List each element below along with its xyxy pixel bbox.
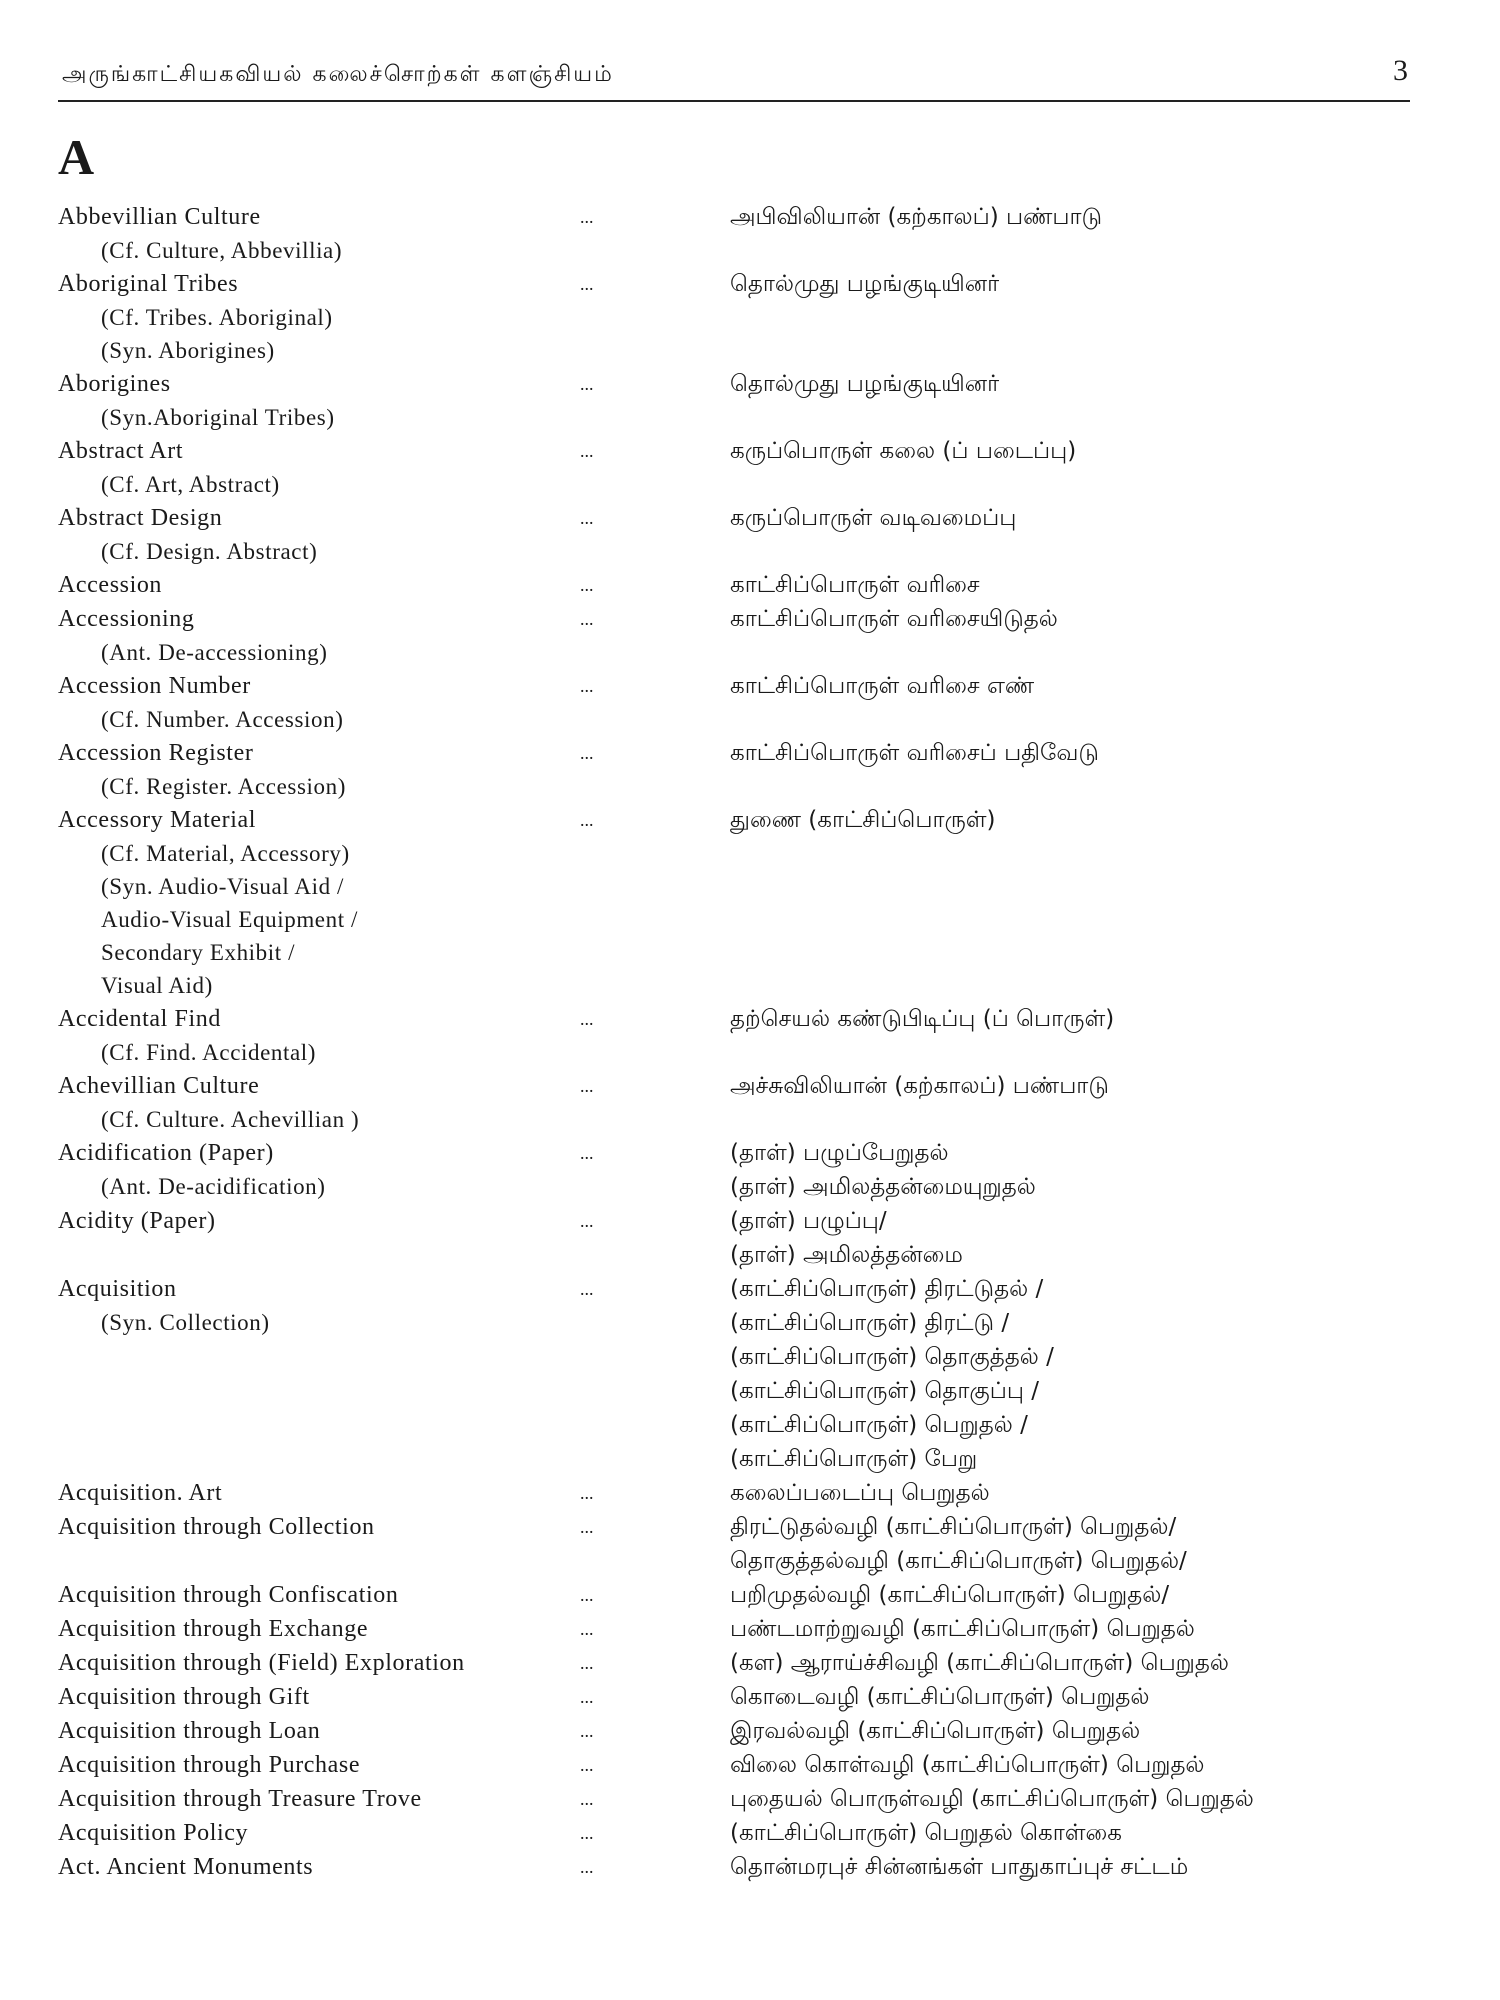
english-column xyxy=(0,434,580,501)
entry-separator: ... xyxy=(580,441,594,461)
tamil-column xyxy=(660,1069,1500,1136)
tamil-column xyxy=(660,602,1500,669)
glossary-entry xyxy=(0,1204,1500,1272)
tamil-equivalent: (கள) ஆராய்ச்சிவழி (காட்சிப்பொருள்) பெறுதல் xyxy=(730,1650,1229,1676)
entry-separator: ... xyxy=(580,676,594,696)
glossary-entry xyxy=(0,736,1500,803)
english-column xyxy=(0,1069,580,1136)
english-term: Aborigines xyxy=(58,371,171,397)
glossary-entry xyxy=(0,1680,1500,1714)
english-term: Achevillian Culture xyxy=(58,1073,260,1099)
section-letter: A xyxy=(58,129,95,185)
english-term: Acquisition Policy xyxy=(58,1820,249,1846)
entry-separator: ... xyxy=(580,1687,594,1707)
glossary-entries xyxy=(0,200,1500,1884)
english-column xyxy=(0,1612,580,1646)
entry-separator: ... xyxy=(580,274,594,294)
entry-separator: ... xyxy=(580,1076,594,1096)
tamil-column xyxy=(660,1748,1500,1782)
english-column xyxy=(0,1136,580,1204)
english-column xyxy=(0,1272,580,1476)
glossary-entry xyxy=(0,1002,1500,1069)
tamil-equivalent: கொடைவழி (காட்சிப்பொருள்) பெறுதல் xyxy=(730,1684,1150,1710)
tamil-column xyxy=(660,1272,1500,1476)
tamil-column xyxy=(660,1476,1500,1510)
glossary-entry xyxy=(0,1272,1500,1476)
tamil-equivalent: கருப்பொருள் வடிவமைப்பு xyxy=(730,505,1017,531)
tamil-column xyxy=(660,803,1500,1002)
tamil-column xyxy=(660,669,1500,736)
tamil-equivalent: இரவல்வழி (காட்சிப்பொருள்) பெறுதல் xyxy=(730,1718,1141,1744)
glossary-entry xyxy=(0,1476,1500,1510)
tamil-equivalent: (காட்சிப்பொருள்) பேறு xyxy=(730,1446,978,1472)
glossary-entry xyxy=(0,803,1500,1002)
english-column xyxy=(0,501,580,568)
english-term: Acquisition through Exchange xyxy=(58,1616,369,1642)
tamil-equivalent: (காட்சிப்பொருள்) தொகுத்தல் / xyxy=(730,1344,1054,1370)
glossary-entry xyxy=(0,568,1500,602)
cross-reference-note: (Syn. Aborigines) xyxy=(101,338,275,363)
english-term: Acquisition through Purchase xyxy=(58,1752,361,1778)
glossary-entry xyxy=(0,1069,1500,1136)
english-term: Acquisition. Art xyxy=(58,1480,223,1506)
tamil-equivalent: விலை கொள்வழி (காட்சிப்பொருள்) பெறுதல் xyxy=(730,1752,1205,1778)
entry-separator: ... xyxy=(580,1653,594,1673)
tamil-column xyxy=(660,736,1500,803)
cross-reference-note: (Syn. Audio-Visual Aid / xyxy=(101,874,345,899)
english-term: Aboriginal Tribes xyxy=(58,271,239,297)
tamil-equivalent: தொல்முது பழங்குடியினர் xyxy=(730,271,1000,297)
tamil-equivalent: (காட்சிப்பொருள்) பெறுதல் / xyxy=(730,1412,1028,1438)
glossary-entry xyxy=(0,1748,1500,1782)
english-term: Abbevillian Culture xyxy=(58,204,261,230)
glossary-entry xyxy=(0,1646,1500,1680)
english-column xyxy=(0,1850,580,1884)
tamil-column xyxy=(660,1850,1500,1884)
cross-reference-note: (Cf. Culture. Achevillian ) xyxy=(101,1107,360,1132)
english-term: Acquisition through Treasure Trove xyxy=(58,1786,422,1812)
tamil-equivalent: தொல்முது பழங்குடியினர் xyxy=(730,371,1000,397)
tamil-equivalent: பண்டமாற்றுவழி (காட்சிப்பொருள்) பெறுதல் xyxy=(730,1616,1195,1642)
english-column xyxy=(0,267,580,367)
english-column xyxy=(0,1578,580,1612)
english-term: Accessory Material xyxy=(58,807,257,833)
glossary-entry xyxy=(0,602,1500,669)
english-term: Acquisition through Confiscation xyxy=(58,1582,399,1608)
cross-reference-note: (Cf. Register. Accession) xyxy=(101,774,346,799)
tamil-column xyxy=(660,1136,1500,1204)
cross-reference-note: (Syn.Aboriginal Tribes) xyxy=(101,405,335,430)
english-term: Accession Register xyxy=(58,740,254,766)
tamil-equivalent: காட்சிப்பொருள் வரிசைப் பதிவேடு xyxy=(730,740,1099,766)
tamil-equivalent: (தாள்) பழுப்பேறுதல் xyxy=(730,1140,949,1166)
glossary-entry xyxy=(0,501,1500,568)
tamil-equivalent: தொன்மரபுச் சின்னங்கள் பாதுகாப்புச் சட்டம் xyxy=(730,1854,1189,1880)
cross-reference-note: (Ant. De-acidification) xyxy=(101,1174,326,1199)
glossary-entry xyxy=(0,1850,1500,1884)
entry-separator: ... xyxy=(580,508,594,528)
glossary-entry xyxy=(0,367,1500,434)
tamil-equivalent: (காட்சிப்பொருள்) திரட்டு / xyxy=(730,1310,1010,1336)
english-term: Acquisition through Loan xyxy=(58,1718,321,1744)
tamil-column xyxy=(660,1578,1500,1612)
tamil-column xyxy=(660,1204,1500,1272)
glossary-entry xyxy=(0,1510,1500,1578)
entry-separator: ... xyxy=(580,1211,594,1231)
entry-separator: ... xyxy=(580,1143,594,1163)
glossary-entry xyxy=(0,267,1500,367)
english-column xyxy=(0,1680,580,1714)
glossary-entry xyxy=(0,1714,1500,1748)
page-header xyxy=(58,52,1410,102)
tamil-column xyxy=(660,501,1500,568)
english-column xyxy=(0,602,580,669)
entry-separator: ... xyxy=(580,743,594,763)
english-column xyxy=(0,669,580,736)
cross-reference-note: (Cf. Design. Abstract) xyxy=(101,539,318,564)
english-column xyxy=(0,1646,580,1680)
english-term: Accessioning xyxy=(58,606,195,632)
english-term: Acidity (Paper) xyxy=(58,1208,216,1234)
entry-separator: ... xyxy=(580,1755,594,1775)
glossary-entry xyxy=(0,1136,1500,1204)
tamil-equivalent: துணை (காட்சிப்பொருள்) xyxy=(730,807,996,833)
tamil-equivalent: (காட்சிப்பொருள்) தொகுப்பு / xyxy=(730,1378,1040,1404)
entry-separator: ... xyxy=(580,1857,594,1877)
english-term: Accidental Find xyxy=(58,1006,221,1032)
entry-separator: ... xyxy=(580,810,594,830)
english-term: Act. Ancient Monuments xyxy=(58,1854,314,1880)
tamil-equivalent: தற்செயல் கண்டுபிடிப்பு (ப் பொருள்) xyxy=(730,1006,1115,1032)
english-column xyxy=(0,1782,580,1816)
cross-reference-note: Audio-Visual Equipment / xyxy=(101,907,359,932)
tamil-column xyxy=(660,1680,1500,1714)
tamil-column xyxy=(660,568,1500,602)
entry-separator: ... xyxy=(580,609,594,629)
entry-separator: ... xyxy=(580,1619,594,1639)
tamil-equivalent: திரட்டுதல்வழி (காட்சிப்பொருள்) பெறுதல்/ xyxy=(730,1514,1177,1540)
cross-reference-note: Visual Aid) xyxy=(101,973,213,998)
english-term: Acquisition through (Field) Exploration xyxy=(58,1650,465,1676)
english-column xyxy=(0,803,580,1002)
english-column xyxy=(0,1002,580,1069)
english-column xyxy=(0,1816,580,1850)
tamil-column xyxy=(660,1510,1500,1578)
english-term: Abstract Art xyxy=(58,438,184,464)
tamil-equivalent: அபிவிலியான் (கற்காலப்) பண்பாடு xyxy=(730,204,1103,230)
tamil-equivalent: காட்சிப்பொருள் வரிசை xyxy=(730,572,980,598)
tamil-equivalent: தொகுத்தல்வழி (காட்சிப்பொருள்) பெறுதல்/ xyxy=(730,1548,1187,1574)
tamil-equivalent: (தாள்) பழுப்பு/ xyxy=(730,1208,887,1234)
cross-reference-note: (Cf. Find. Accidental) xyxy=(101,1040,317,1065)
entry-separator: ... xyxy=(580,1279,594,1299)
tamil-column xyxy=(660,1612,1500,1646)
cross-reference-note: (Cf. Culture, Abbevillia) xyxy=(101,238,343,263)
english-column xyxy=(0,200,580,267)
cross-reference-note: (Ant. De-accessioning) xyxy=(101,640,328,665)
entry-separator: ... xyxy=(580,1789,594,1809)
entry-separator: ... xyxy=(580,1721,594,1741)
tamil-equivalent: கலைப்படைப்பு பெறுதல் xyxy=(730,1480,990,1506)
glossary-entry xyxy=(0,1612,1500,1646)
glossary-entry xyxy=(0,1578,1500,1612)
entry-separator: ... xyxy=(580,1823,594,1843)
english-column xyxy=(0,568,580,602)
english-column xyxy=(0,1748,580,1782)
tamil-equivalent: பறிமுதல்வழி (காட்சிப்பொருள்) பெறுதல்/ xyxy=(730,1582,1170,1608)
english-term: Acidification (Paper) xyxy=(58,1140,274,1166)
tamil-equivalent: அச்சுவிலியான் (கற்காலப்) பண்பாடு xyxy=(730,1073,1109,1099)
tamil-column xyxy=(660,1002,1500,1069)
tamil-equivalent: கருப்பொருள் கலை (ப் படைப்பு) xyxy=(730,438,1077,464)
entry-separator: ... xyxy=(580,1517,594,1537)
tamil-column xyxy=(660,1646,1500,1680)
english-column xyxy=(0,1204,580,1272)
glossary-entry xyxy=(0,669,1500,736)
running-title: அருங்காட்சியகவியல் கலைச்சொற்கள் களஞ்சியம் xyxy=(62,62,614,87)
page-number: 3 xyxy=(1393,54,1408,87)
english-column xyxy=(0,1476,580,1510)
english-column xyxy=(0,1714,580,1748)
english-term: Accession xyxy=(58,572,163,598)
tamil-equivalent: காட்சிப்பொருள் வரிசையிடுதல் xyxy=(730,606,1058,632)
tamil-column xyxy=(660,267,1500,367)
cross-reference-note: Secondary Exhibit / xyxy=(101,940,296,965)
cross-reference-note: (Cf. Art, Abstract) xyxy=(101,472,280,497)
tamil-equivalent: (காட்சிப்பொருள்) திரட்டுதல் / xyxy=(730,1276,1044,1302)
glossary-entry xyxy=(0,200,1500,267)
english-column xyxy=(0,736,580,803)
tamil-column xyxy=(660,367,1500,434)
entry-separator: ... xyxy=(580,374,594,394)
glossary-entry xyxy=(0,434,1500,501)
cross-reference-note: (Cf. Number. Accession) xyxy=(101,707,344,732)
entry-separator: ... xyxy=(580,1483,594,1503)
entry-separator: ... xyxy=(580,1585,594,1605)
tamil-column xyxy=(660,1816,1500,1850)
tamil-equivalent: (தாள்) அமிலத்தன்மை xyxy=(730,1242,963,1268)
english-term: Accession Number xyxy=(58,673,251,699)
tamil-equivalent: காட்சிப்பொருள் வரிசை எண் xyxy=(730,673,1035,699)
glossary-entry xyxy=(0,1816,1500,1850)
tamil-column xyxy=(660,1782,1500,1816)
entry-separator: ... xyxy=(580,207,594,227)
tamil-equivalent: (தாள்) அமிலத்தன்மையுறுதல் xyxy=(730,1174,1036,1200)
entry-separator: ... xyxy=(580,575,594,595)
tamil-column xyxy=(660,1714,1500,1748)
cross-reference-note: (Syn. Collection) xyxy=(101,1310,270,1335)
english-term: Acquisition through Collection xyxy=(58,1514,375,1540)
english-term: Abstract Design xyxy=(58,505,223,531)
tamil-equivalent: (காட்சிப்பொருள்) பெறுதல் கொள்கை xyxy=(730,1820,1123,1846)
english-column xyxy=(0,1510,580,1578)
english-term: Acquisition through Gift xyxy=(58,1684,310,1710)
entry-separator: ... xyxy=(580,1009,594,1029)
cross-reference-note: (Cf. Tribes. Aboriginal) xyxy=(101,305,333,330)
tamil-column xyxy=(660,200,1500,267)
tamil-equivalent: புதையல் பொருள்வழி (காட்சிப்பொருள்) பெறுதல் xyxy=(730,1786,1254,1812)
tamil-column xyxy=(660,434,1500,501)
english-term: Acquisition xyxy=(58,1276,177,1302)
cross-reference-note: (Cf. Material, Accessory) xyxy=(101,841,350,866)
glossary-entry xyxy=(0,1782,1500,1816)
english-column xyxy=(0,367,580,434)
